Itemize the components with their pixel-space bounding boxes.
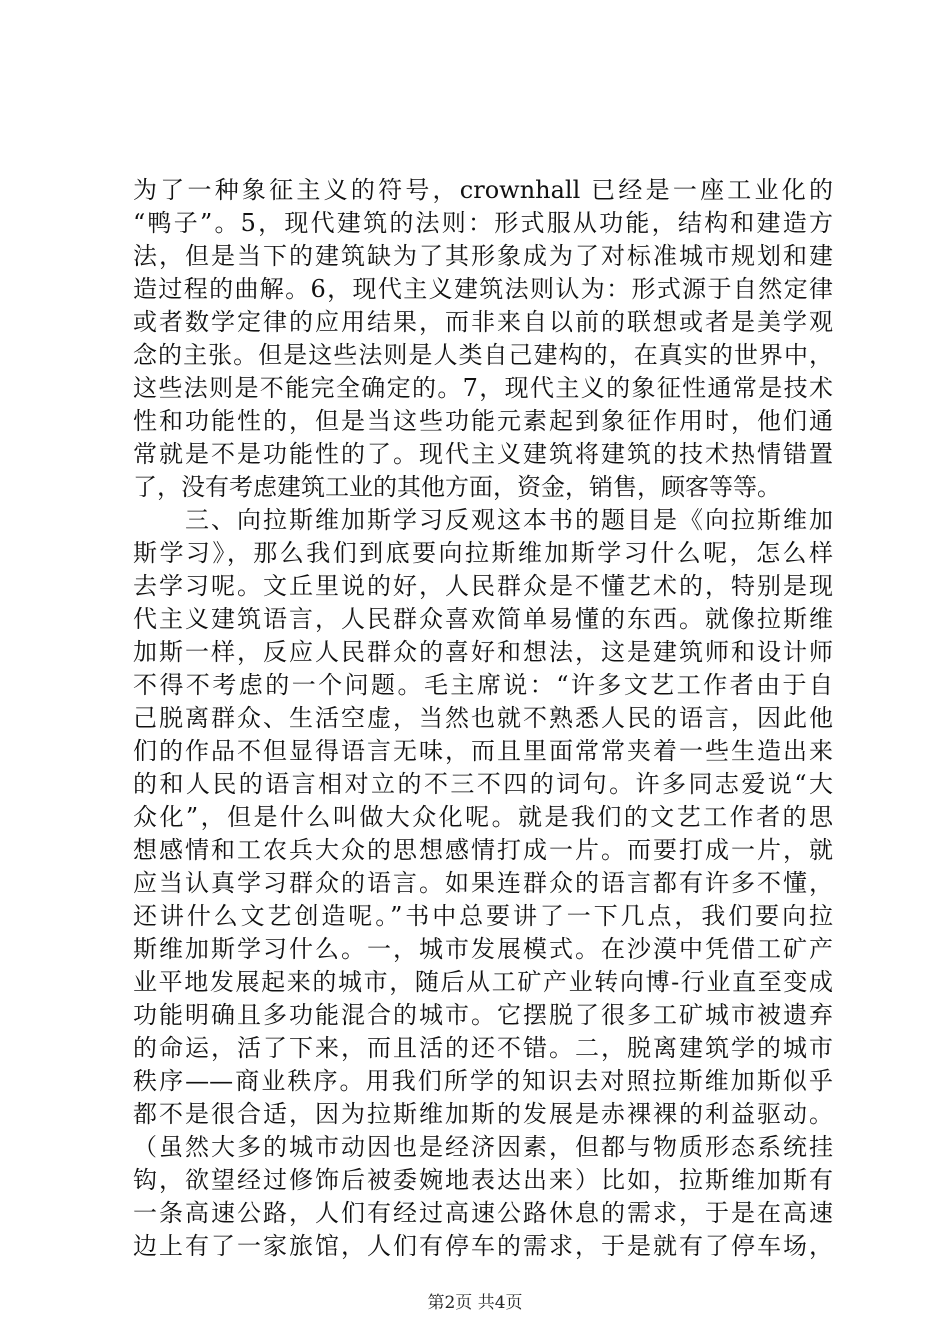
document-body bbox=[133, 174, 833, 1263]
text-line: 众化”，但是什么叫做大众化呢。就是我们的文艺工作者的思 bbox=[133, 803, 833, 831]
text-line: 性和功能性的，但是当这些功能元素起到象征作用时，他们通 bbox=[133, 407, 833, 435]
text-line: “鸭子”。5，现代建筑的法则：形式服从功能，结构和建造方 bbox=[133, 209, 833, 237]
text-line: 加斯一样，反应人民群众的喜好和想法，这是建筑师和设计师 bbox=[133, 638, 833, 666]
text-line: 不得不考虑的一个问题。毛主席说：“许多文艺工作者由于自 bbox=[133, 671, 833, 699]
text-line: 去学习呢。文丘里说的好，人民群众是不懂艺术的，特别是现 bbox=[133, 572, 833, 600]
text-line: 斯维加斯学习什么。一，城市发展模式。在沙漠中凭借工矿产 bbox=[133, 935, 833, 963]
text-line: 边上有了一家旅馆，人们有停车的需求，于是就有了停车场， bbox=[133, 1232, 833, 1260]
text-line: 这些法则是不能完全确定的。7，现代主义的象征性通常是技术 bbox=[133, 374, 833, 402]
text-line: 代主义建筑语言，人民群众喜欢简单易懂的东西。就像拉斯维 bbox=[133, 605, 833, 633]
text-line: 想感情和工农兵大众的思想感情打成一片。而要打成一片，就 bbox=[133, 836, 833, 864]
text-line: 或者数学定律的应用结果，而非来自以前的联想或者是美学观 bbox=[133, 308, 833, 336]
text-line: （虽然大多的城市动因也是经济因素，但都与物质形态系统挂 bbox=[133, 1133, 833, 1161]
text-line: 己脱离群众、生活空虚，当然也就不熟悉人民的语言，因此他 bbox=[133, 704, 833, 732]
text-line: 的和人民的语言相对立的不三不四的词句。许多同志爱说“大 bbox=[133, 770, 833, 798]
text-line: 了，没有考虑建筑工业的其他方面，资金，销售，顾客等等。 bbox=[133, 473, 781, 501]
text-line: 们的作品不但显得语言无味，而且里面常常夹着一些生造出来 bbox=[133, 737, 833, 765]
text-line: 法，但是当下的建筑缺为了其形象成为了对标准城市规划和建 bbox=[133, 242, 833, 270]
text-line: 为了一种象征主义的符号，crownhall 已经是一座工业化的 bbox=[133, 176, 833, 204]
text-line: 念的主张。但是这些法则是人类自己建构的，在真实的世界中， bbox=[133, 341, 833, 369]
page-number-footer: 第2页 共4页 bbox=[427, 1293, 523, 1313]
text-line: 一条高速公路，人们有经过高速公路休息的需求，于是在高速 bbox=[133, 1199, 833, 1227]
text-line: 常就是不是功能性的了。现代主义建筑将建筑的技术热情错置 bbox=[133, 440, 833, 468]
text-line: 还讲什么文艺创造呢。”书中总要讲了一下几点，我们要向拉 bbox=[133, 902, 833, 930]
paragraph-2 bbox=[133, 504, 833, 1263]
text-line: 斯学习》，那么我们到底要向拉斯维加斯学习什么呢，怎么样 bbox=[133, 539, 833, 567]
text-line: 应当认真学习群众的语言。如果连群众的语言都有许多不懂， bbox=[133, 869, 833, 897]
text-line: 三、向拉斯维加斯学习反观这本书的题目是《向拉斯维加 bbox=[133, 506, 833, 534]
text-line: 造过程的曲解。6，现代主义建筑法则认为：形式源于自然定律 bbox=[133, 275, 833, 303]
text-line: 业平地发展起来的城市，随后从工矿产业转向博-行业直至变成 bbox=[133, 968, 833, 996]
text-line: 的命运，活了下来，而且活的还不错。二，脱离建筑学的城市 bbox=[133, 1034, 833, 1062]
paragraph-1 bbox=[133, 174, 833, 504]
text-line: 钩，欲望经过修饰后被委婉地表达出来）比如，拉斯维加斯有 bbox=[133, 1166, 833, 1194]
text-line: 功能明确且多功能混合的城市。它摆脱了很多工矿城市被遗弃 bbox=[133, 1001, 833, 1029]
text-line: 都不是很合适，因为拉斯维加斯的发展是赤裸裸的利益驱动。 bbox=[133, 1100, 833, 1128]
text-line: 秩序——商业秩序。用我们所学的知识去对照拉斯维加斯似乎 bbox=[133, 1067, 833, 1095]
